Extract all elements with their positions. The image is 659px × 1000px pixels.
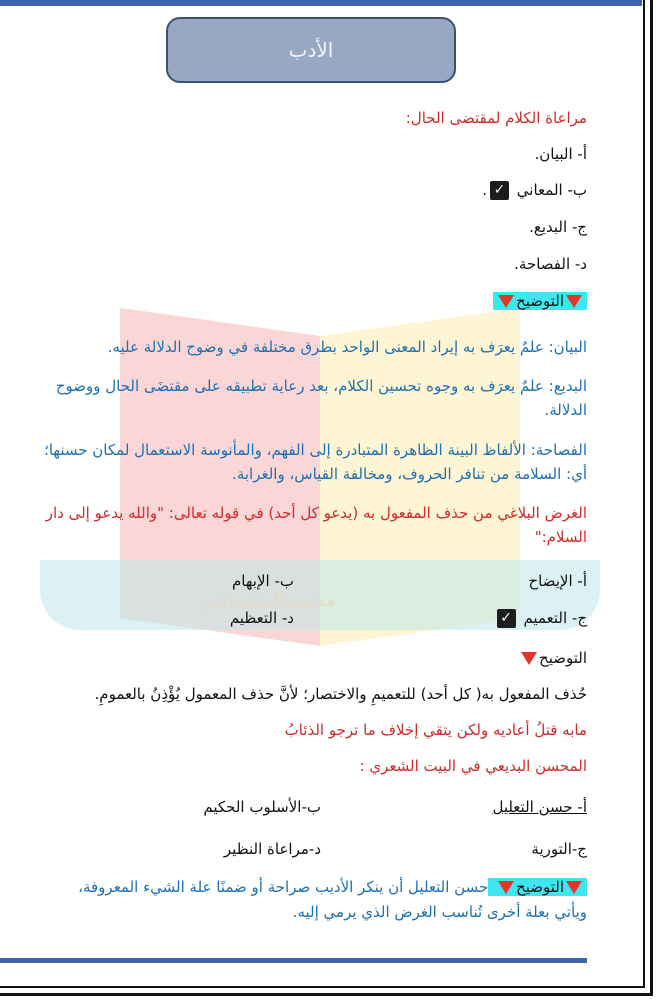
q2-option-d: د- التعظيم <box>229 609 294 627</box>
explain1-fasaha-1: الفصاحة: الألفاظ البينة الظاهرة المتبادرة إلى الفهم، والمأنوسة الاستعمال لمكان حسنها؛ <box>44 441 587 459</box>
top-accent-bar <box>0 0 642 6</box>
red-triangle-icon <box>566 881 582 894</box>
q1-option-b-dot: . <box>482 181 488 199</box>
q2-option-a: أ- الإيضاح <box>528 572 587 590</box>
red-triangle-icon <box>521 652 537 665</box>
explain1-heading <box>493 292 587 310</box>
bottom-accent-bar <box>0 958 587 963</box>
q2-option-c <box>494 609 587 628</box>
explain1-bayan: البيان: علمٌ يعرَف به إيراد المعنى الواحد بطرق مختلفة في وضوح الدلالة عليه. <box>107 338 587 356</box>
explain3-line-2: ويأتي بعلة أخرى تُناسب الغرض الذي يرمي إليه. <box>292 903 587 921</box>
q2-option-c-label: ج- التعميم <box>523 609 587 627</box>
page-title <box>166 17 456 83</box>
q1-option-a: أ- البيان. <box>534 145 587 163</box>
q3-option-b: ب-الأسلوب الحكيم <box>203 798 321 816</box>
red-triangle-icon <box>566 295 582 308</box>
explain2-heading <box>519 649 587 667</box>
q1-option-d: د- الفصاحة. <box>514 255 587 273</box>
q3-option-c: ج-التورية <box>531 840 587 858</box>
explain3-label: التوضيح <box>516 878 564 896</box>
q3-question: المحسن البديعي في البيت الشعري : <box>359 757 587 775</box>
check-icon: ✓ <box>497 609 516 628</box>
page-title-text: الأدب <box>288 38 334 62</box>
explain2-text: حُذف المفعول به( كل أحد) للتعميمِ والاختصار؛ لأنَّ حذف المعمول يُؤْذِنُ بالعمومِ. <box>94 685 587 703</box>
q1-option-b <box>482 181 587 200</box>
q1-option-b-label: ب- المعاني <box>516 181 587 199</box>
red-triangle-icon <box>498 881 514 894</box>
explain1-fasaha-2: أي: السلامة من تنافر الحروف، ومخالفة القياس، والغرابة. <box>232 465 587 483</box>
q1-question: مراعاة الكلام لمقتضى الحال: <box>405 109 587 127</box>
explain1-highlight <box>493 292 587 310</box>
q1-option-c: ج- البديع. <box>529 218 587 236</box>
q2-question-2: السلام:" <box>534 528 587 546</box>
q2-question-1: الغرض البلاغي من حذف المفعول به (يدعو كل أحد) في قوله تعالى: "والله يدعو إلى دار <box>45 504 587 522</box>
explain1-badi-2: الدلالة. <box>544 401 587 419</box>
explain1-label: التوضيح <box>516 292 564 310</box>
explain2-label: التوضيح <box>539 649 587 667</box>
explain3-line-1 <box>78 878 587 896</box>
q2-option-b: ب- الإبهام <box>232 572 294 590</box>
watermark-text: محمد الدغبــاشر <box>200 587 337 611</box>
explain3-highlight <box>488 878 587 896</box>
poem-verse: مابه قتلُ أعاديه ولكن يتقي إخلاف ما ترجو الذئابُ <box>284 721 587 739</box>
check-icon: ✓ <box>490 181 509 200</box>
red-triangle-icon <box>498 295 514 308</box>
q3-option-d: د-مراعاة النظير <box>223 840 321 858</box>
q3-option-a: أ- حسن التعليل <box>492 798 587 816</box>
explain3-text-1: حسن التعليل أن ينكر الأديب صراحة أو ضمنًا علة الشيء المعروفة، <box>78 878 489 896</box>
explain1-badi-1: البديع: علمٌ يعرَف به وجوه تحسين الكلام، بعد رعاية تطبيقه على مقتضَى الحال ووضوح <box>55 377 587 395</box>
